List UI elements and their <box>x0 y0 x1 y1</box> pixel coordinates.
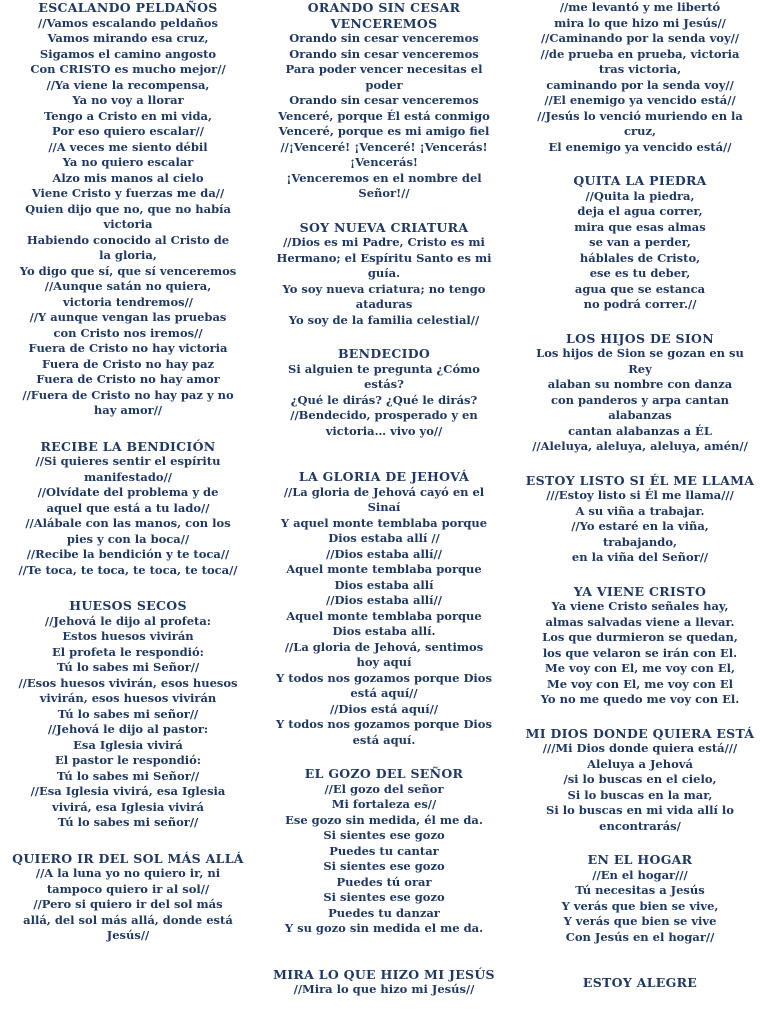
lyric-line: la gloria, <box>99 248 157 262</box>
song-gap <box>2 419 254 439</box>
lyric-line: Por eso quiero escalar// <box>52 124 204 138</box>
lyric-line: los que velaron se irán con El. <box>542 645 738 660</box>
lyric-line: manifestado// <box>84 469 172 484</box>
song-gap <box>258 328 510 346</box>
lyric-line: Orando sin cesar venceremos <box>289 93 479 107</box>
lyric-line: //Aunque satán no quiera, <box>44 279 212 293</box>
song-la-gloria-de-jehova <box>258 469 510 748</box>
song-title: LA GLORIA DE JEHOVÁ <box>298 469 470 484</box>
lyric-line: Tú lo sabes mi Señor// <box>56 660 200 674</box>
song-los-hijos-de-sion <box>514 331 766 455</box>
song-escalando-peldanos <box>2 0 254 419</box>
lyric-line: //Dios está aquí// <box>329 701 439 716</box>
lyric-line: encontrarás/ <box>599 818 681 833</box>
lyric-line: Aquel monte temblaba porque <box>286 562 482 576</box>
song-mira-lo-que-hizo <box>258 967 510 998</box>
song-estoy-alegre <box>514 975 766 991</box>
lyric-line: El profeta le respondió: <box>52 644 204 659</box>
song-gap <box>514 313 766 331</box>
lyric-line: //Bendecido, prosperado y en <box>290 408 478 422</box>
song-title: RECIBE LA BENDICIÓN <box>40 438 216 454</box>
lyric-line: ///Estoy listo si Él me llama/// <box>546 488 734 502</box>
song-quiero-ir-del-sol <box>2 851 254 944</box>
song-gap <box>514 945 766 975</box>
lyric-line: Me voy con El, me voy con El, <box>545 661 735 675</box>
lyric-line: El enemigo ya vencido está// <box>548 139 732 154</box>
song-title: QUIERO IR DEL SOL MÁS ALLÁ <box>12 850 244 866</box>
lyric-line: Fuera de Cristo no hay victoria <box>28 341 228 355</box>
lyric-line: Yo soy de la familia celestial// <box>288 312 480 327</box>
lyric-line: Venceré, porque Él está conmigo <box>278 108 490 123</box>
lyric-line: Dios estaba allí // <box>328 531 440 545</box>
lyric-line: victoria tendremos// <box>62 294 194 309</box>
song-gap <box>258 937 510 967</box>
lyric-line: //Esos huesos vivirán, esos huesos <box>18 675 238 690</box>
lyric-line: Dios estaba allí. <box>332 624 436 638</box>
song-gap <box>258 748 510 766</box>
lyric-line: Puedes tú orar <box>336 874 432 889</box>
column-middle <box>258 0 510 998</box>
lyric-line: Hermano; el Espíritu Santo es mi <box>276 250 492 265</box>
lyric-line: ataduras <box>355 297 413 311</box>
lyric-line: Yo no me quedo me voy con El. <box>540 692 740 706</box>
lyric-line: trabajando, <box>602 534 677 549</box>
lyric-line: //Quita la piedra, <box>585 188 695 203</box>
lyric-line: Alzo mis manos al cielo <box>52 170 204 185</box>
lyric-line: Fuera de Cristo no hay amor <box>36 372 220 386</box>
lyric-line: //Dios estaba allí// <box>326 546 442 561</box>
lyric-line: //Ya viene la recompensa, <box>46 77 210 92</box>
song-recibe-la-bendicion <box>2 439 254 579</box>
lyric-line: guía. <box>367 266 401 280</box>
lyric-line: Tengo a Cristo en mi vida, <box>44 108 212 123</box>
lyric-line: allá, del sol más allá, donde está <box>23 912 233 927</box>
lyric-line: //Y aunque vengan las pruebas <box>29 310 227 324</box>
lyric-line: Tú lo sabes mi señor// <box>57 815 199 829</box>
song-mi-dios-donde-quiera <box>514 726 766 835</box>
lyric-line: Ya viene Cristo señales hay, <box>551 599 729 613</box>
lyric-line: Si lo buscas en la mar, <box>567 787 713 802</box>
lyric-line: Dios estaba allí <box>334 577 434 592</box>
lyric-line: //Jesús lo venció muriendo en la <box>537 108 743 123</box>
column-right <box>514 0 766 991</box>
lyric-line: //me levantó y me libertó <box>559 0 721 14</box>
lyric-line: cantan alabanzas a ÉL <box>568 423 712 438</box>
song-title: HUESOS SECOS <box>69 598 187 613</box>
lyric-line: mira lo que hizo mi Jesús// <box>554 15 726 30</box>
lyric-line: Con CRISTO es mucho mejor// <box>30 62 226 76</box>
lyric-line: Viene Cristo y fuerzas me da// <box>31 186 225 200</box>
lyric-line: Fuera de Cristo no hay paz <box>41 356 215 371</box>
song-gap <box>514 155 766 173</box>
lyric-line: Vamos mirando esa cruz, <box>47 31 209 45</box>
lyric-line: Esa Iglesia vivirá <box>73 737 183 752</box>
lyric-line: almas salvadas viene a llevar. <box>545 614 735 629</box>
lyric-line: ¿Qué le dirás? ¿Qué le dirás? <box>290 392 478 407</box>
lyric-line: //Jehová le dijo al pastor: <box>47 722 209 736</box>
lyric-line: Venceré, porque es mi amigo fiel <box>278 124 490 138</box>
lyric-line: estás? <box>364 377 404 391</box>
lyric-line: //A la luna yo no quiero ir, ni <box>35 866 221 880</box>
lyric-line: Tú necesitas a Jesús <box>575 883 705 897</box>
lyric-line: con panderos y arpa cantan <box>550 392 730 407</box>
lyric-line: Si sientes ese gozo <box>323 828 445 842</box>
lyric-line: //En el hogar/// <box>592 867 688 882</box>
song-gap <box>514 455 766 473</box>
lyric-line: Orando sin cesar venceremos <box>289 31 479 45</box>
song-title: QUITA LA PIEDRA <box>573 173 707 188</box>
lyric-line: Ya no quiero escalar <box>62 155 194 169</box>
lyric-line: //Olvídate del problema y de <box>37 485 219 499</box>
lyric-line: Aquel monte temblaba porque <box>286 608 482 623</box>
column-left <box>2 0 254 944</box>
lyric-line: Puedes tu cantar <box>329 843 439 858</box>
lyric-line: //Alábale con las manos, con los <box>25 516 231 530</box>
lyric-line: Tú lo sabes mi Señor// <box>56 768 200 783</box>
lyric-line: ¡Venceremos en el nombre del <box>286 170 482 185</box>
lyric-line: victoria <box>103 217 153 231</box>
song-gap <box>514 566 766 584</box>
lyric-line: tras victoria, <box>598 62 682 76</box>
lyric-line: //Dios estaba allí// <box>326 593 442 607</box>
lyric-line: ///Mi Dios donde quiera está/// <box>542 741 738 755</box>
lyric-line: Me voy con El, me voy con El <box>547 676 733 691</box>
lyric-line: //Yo estaré en la viña, <box>571 519 709 533</box>
lyric-line: //Jehová le dijo al profeta: <box>44 613 212 628</box>
lyric-line: Habiendo conocido al Cristo de <box>26 232 230 247</box>
lyric-line: //Vamos escalando peldaños <box>38 15 218 30</box>
song-title: SOY NUEVA CRIATURA <box>299 219 469 235</box>
lyric-line: //Esa Iglesia vivirá, esa Iglesia <box>30 784 226 798</box>
lyric-line: alabanzas <box>608 408 672 422</box>
lyric-line: Si lo buscas en mi vida allí lo <box>546 803 734 817</box>
lyric-line: en la viña del Señor// <box>571 550 709 564</box>
lyric-line: Y su gozo sin medida el me da. <box>284 921 484 935</box>
lyric-line: hay amor// <box>93 403 163 417</box>
song-gap <box>258 439 510 469</box>
lyric-line: está aquí. <box>352 732 416 747</box>
lyric-line: //A veces me siento débil <box>48 139 208 154</box>
song-gap <box>2 578 254 598</box>
lyric-line: //Aleluya, aleluya, aleluya, amén// <box>532 439 748 453</box>
lyric-line: vivirá, esa Iglesia vivirá <box>52 799 204 814</box>
lyric-line: está aquí// <box>350 686 418 700</box>
lyric-line: A su viña a trabajar. <box>575 503 705 518</box>
lyric-line: Yo soy nueva criatura; no tengo <box>282 281 486 296</box>
lyric-line: El pastor le respondió: <box>54 753 202 767</box>
lyric-line: //Dios es mi Padre, Cristo es mi <box>283 235 485 249</box>
lyric-line: vivirán, esos huesos vivirán <box>39 691 217 705</box>
song-soy-nueva-criatura <box>258 220 510 329</box>
lyric-line: Si sientes ese gozo <box>323 859 445 873</box>
song-gap <box>2 831 254 851</box>
song-title: YA VIENE CRISTO <box>573 583 707 599</box>
song-ya-viene-cristo <box>514 584 766 708</box>
lyric-line: Con Jesús en el hogar// <box>565 929 715 944</box>
lyric-line: Yo digo que sí, que sí venceremos <box>19 263 237 278</box>
lyric-line: //Recibe la bendición y te toca// <box>26 547 230 561</box>
lyric-line: ¡Vencerás! <box>350 155 418 169</box>
song-huesos-secos <box>2 598 254 831</box>
lyric-line: /si lo buscas en el cielo, <box>563 772 717 786</box>
lyric-line: Estos huesos vivirán <box>62 629 194 643</box>
lyric-line: no podrá correr.// <box>583 297 697 311</box>
lyric-line: Si alguien te pregunta ¿Cómo <box>288 361 480 376</box>
lyric-line: cruz, <box>624 124 656 138</box>
lyric-line: Aleluya a Jehová <box>587 756 693 771</box>
song-title: EL GOZO DEL SEÑOR <box>304 766 464 781</box>
lyric-line: con Cristo nos iremos// <box>53 325 203 340</box>
lyric-line: hoy aquí <box>356 655 412 669</box>
lyric-line: tampoco quiero ir al sol// <box>46 881 210 896</box>
lyric-line: Si sientes ese gozo <box>323 890 445 904</box>
song-en-el-hogar <box>514 852 766 945</box>
lyric-line: caminando por la senda voy// <box>546 77 734 92</box>
lyric-line: pies y con la boca// <box>66 531 190 546</box>
song-title: MIRA LO QUE HIZO MI JESÚS <box>273 966 495 982</box>
lyric-line: Para poder vencer necesitas el <box>285 62 483 76</box>
lyric-line: Jesús// <box>106 928 150 942</box>
lyric-line: Y verás que bien se vive <box>563 914 717 928</box>
song-title: ESTOY LISTO SI ÉL ME LLAMA <box>525 472 755 488</box>
lyric-line: poder <box>365 77 403 92</box>
song-title: BENDECIDO <box>337 346 431 361</box>
lyric-line: //de prueba en prueba, victoria <box>540 46 740 61</box>
lyric-line: //La gloria de Jehová cayó en el <box>283 484 485 499</box>
lyric-line: //La gloria de Jehová, sentimos <box>284 639 484 654</box>
lyric-line: victoria… vivo yo// <box>325 423 443 438</box>
lyric-line: Ya no voy a llorar <box>72 93 184 107</box>
song-title: LOS HIJOS DE SION <box>566 330 714 346</box>
song-title: ESCALANDO PELDAÑOS <box>38 0 218 15</box>
lyric-line: Ese gozo sin medida, él me da. <box>285 812 483 827</box>
lyric-line: //El enemigo ya vencido está// <box>544 93 736 107</box>
lyric-line: Y todos nos gozamos porque Dios <box>276 717 492 731</box>
lyric-line: Mi fortaleza es// <box>331 797 437 811</box>
lyric-line: Orando sin cesar venceremos <box>289 46 479 61</box>
lyric-line: //Pero si quiero ir del sol más <box>33 897 223 911</box>
lyric-line: //Caminando por la senda voy// <box>540 31 740 45</box>
song-title: MI DIOS DONDE QUIERA ESTÁ <box>525 725 755 741</box>
lyric-line: Los que durmieron se quedan, <box>542 630 738 644</box>
song-bendecido <box>258 346 510 439</box>
lyric-line: alaban su nombre con danza <box>547 377 733 391</box>
lyric-line: //Mira lo que hizo mi Jesús// <box>293 982 475 996</box>
lyric-line: Puedes tu danzar <box>328 905 440 920</box>
lyric-line: Y todos nos gozamos porque Dios <box>276 670 492 685</box>
song-el-gozo-del-senor <box>258 766 510 937</box>
lyric-line: deja el agua correr, <box>577 204 703 218</box>
song-orando-sin-cesar <box>258 0 510 202</box>
lyric-line: ese es tu deber, <box>589 266 691 280</box>
lyric-line: Sigamos el camino angosto <box>39 46 217 61</box>
lyric-line: //¡Venceré! ¡Venceré! ¡Vencerás! <box>280 139 488 154</box>
song-title: EN EL HOGAR <box>587 852 693 867</box>
lyric-line: aquel que está a tu lado// <box>46 500 210 515</box>
song-gap <box>258 202 510 220</box>
lyric-line: //El gozo del señor <box>324 781 444 796</box>
lyric-line: Y verás que bien se vive, <box>561 898 719 913</box>
song-gap <box>514 834 766 852</box>
song-estoy-listo <box>514 473 766 566</box>
song-title: ORANDO SIN CESAR VENCEREMOS <box>307 0 461 31</box>
song-mira-lo-que-hizo-continued <box>514 0 766 155</box>
song-quita-la-piedra <box>514 173 766 313</box>
lyric-line: //Fuera de Cristo no hay paz y no <box>22 387 234 402</box>
lyric-line: Señor!// <box>358 186 410 200</box>
lyric-line: mira que esas almas <box>574 219 706 234</box>
song-gap <box>514 708 766 726</box>
lyric-line: Tú lo sabes mi señor// <box>57 706 199 721</box>
lyric-line: háblales de Cristo, <box>579 250 701 265</box>
lyric-line: //Si quieres sentir el espíritu <box>35 454 221 468</box>
lyric-line: Quien dijo que no, que no había <box>25 201 231 216</box>
lyric-line: Y aquel monte temblaba porque <box>280 515 488 530</box>
song-title: ESTOY ALEGRE <box>582 975 698 990</box>
lyric-line: Rey <box>628 361 652 376</box>
lyric-line: //Te toca, te toca, te toca, te toca// <box>18 562 238 577</box>
lyric-line: Sinaí <box>367 500 401 514</box>
lyric-line: se van a perder, <box>589 235 691 249</box>
lyric-line: agua que se estanca <box>574 281 706 296</box>
lyric-line: Los hijos de Sion se gozan en su <box>536 346 744 360</box>
